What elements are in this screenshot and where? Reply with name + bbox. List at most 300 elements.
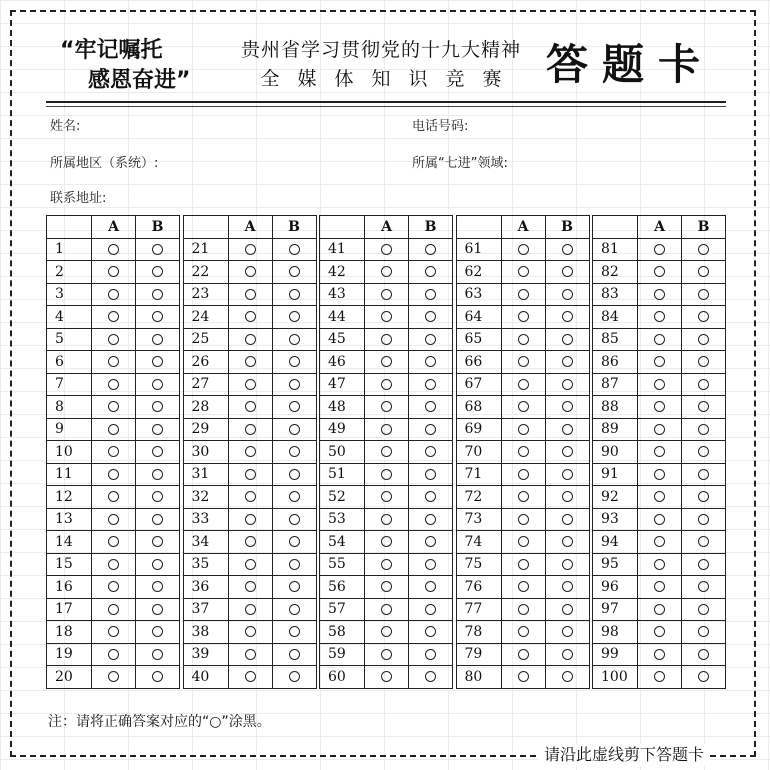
option-a-cell: [638, 666, 682, 689]
answer-bubble-b[interactable]: [562, 491, 573, 502]
answer-bubble-b[interactable]: [289, 334, 300, 345]
name-field-label[interactable]: 姓名:: [50, 119, 81, 134]
answer-bubble-b[interactable]: [562, 446, 573, 457]
option-a-cell: [638, 531, 682, 554]
answer-bubble-b[interactable]: [698, 289, 709, 300]
question-row: [47, 463, 180, 486]
answer-bubble-a[interactable]: [245, 424, 256, 435]
header-divider-thin: [46, 106, 726, 107]
option-b-cell: [409, 261, 453, 284]
answer-bubble-a[interactable]: [245, 334, 256, 345]
answer-bubble-a[interactable]: [108, 334, 119, 345]
answer-bubble-b[interactable]: [698, 491, 709, 502]
answer-bubble-a[interactable]: [381, 649, 392, 660]
answer-bubble-b[interactable]: [289, 469, 300, 480]
answer-bubble-b[interactable]: [152, 649, 163, 660]
question-row: [47, 283, 180, 306]
answer-bubble-b[interactable]: [152, 356, 163, 367]
question-row: [456, 418, 589, 441]
answer-bubble-a[interactable]: [245, 604, 256, 615]
question-number: 86: [593, 351, 638, 374]
answer-bubble-b[interactable]: [698, 671, 709, 682]
option-b-cell: [136, 621, 180, 644]
question-number: 81: [593, 238, 638, 261]
option-b-cell: [409, 283, 453, 306]
answer-bubble-b[interactable]: [152, 536, 163, 547]
option-a-cell: [365, 598, 409, 621]
slogan-line-1: “牢记嘱托: [60, 38, 163, 63]
answer-bubble-b[interactable]: [425, 626, 436, 637]
answer-bubble-a[interactable]: [518, 379, 529, 390]
answer-bubble-b[interactable]: [425, 469, 436, 480]
option-a-cell: [228, 418, 272, 441]
competition-title-line-1: 贵州省学习贯彻党的十九大精神: [240, 39, 521, 61]
answer-bubble-b[interactable]: [152, 401, 163, 412]
option-a-cell: [501, 621, 545, 644]
answer-bubble-b[interactable]: [289, 289, 300, 300]
answer-bubble-a[interactable]: [654, 649, 665, 660]
answer-bubble-b[interactable]: [289, 581, 300, 592]
answer-bubble-a[interactable]: [245, 311, 256, 322]
question-row: [320, 666, 453, 689]
option-a-cell: [501, 396, 545, 419]
answer-bubble-a[interactable]: [381, 536, 392, 547]
answer-bubble-b[interactable]: [152, 491, 163, 502]
answer-bubble-a[interactable]: [245, 671, 256, 682]
answer-grid: [46, 215, 725, 710]
question-number: 98: [593, 621, 638, 644]
answer-bubble-b[interactable]: [698, 649, 709, 660]
answer-bubble-a[interactable]: [381, 311, 392, 322]
answer-bubble-b[interactable]: [152, 514, 163, 525]
answer-bubble-a[interactable]: [518, 424, 529, 435]
answer-bubble-b[interactable]: [698, 536, 709, 547]
option-a-cell: [638, 576, 682, 599]
question-row: [320, 463, 453, 486]
answer-bubble-b[interactable]: [425, 649, 436, 660]
answer-bubble-a[interactable]: [108, 491, 119, 502]
answer-bubble-a[interactable]: [381, 244, 392, 255]
answer-bubble-a[interactable]: [108, 514, 119, 525]
answer-bubble-a[interactable]: [518, 469, 529, 480]
answer-bubble-a[interactable]: [381, 604, 392, 615]
answer-bubble-a[interactable]: [518, 446, 529, 457]
option-a-cell: [92, 238, 136, 261]
answer-bubble-b[interactable]: [152, 244, 163, 255]
answer-bubble-b[interactable]: [152, 581, 163, 592]
answer-bubble-a[interactable]: [245, 266, 256, 277]
answer-bubble-a[interactable]: [245, 401, 256, 412]
question-row: [593, 328, 726, 351]
option-a-cell: [638, 508, 682, 531]
option-b-cell: [136, 418, 180, 441]
question-number: 82: [593, 261, 638, 284]
question-number: 37: [183, 598, 228, 621]
option-a-cell: [92, 486, 136, 509]
answer-bubble-a[interactable]: [518, 559, 529, 570]
answer-bubble-b[interactable]: [425, 401, 436, 412]
option-b-cell: [545, 531, 589, 554]
answer-bubble-b[interactable]: [425, 334, 436, 345]
option-a-cell: [92, 351, 136, 374]
answer-bubble-b[interactable]: [152, 289, 163, 300]
answer-bubble-b[interactable]: [289, 379, 300, 390]
question-number: 76: [456, 576, 501, 599]
question-row: [47, 666, 180, 689]
answer-bubble-a[interactable]: [518, 289, 529, 300]
answer-bubble-b[interactable]: [562, 604, 573, 615]
region-field-label[interactable]: 所属地区（系统）:: [50, 156, 159, 171]
question-row: [456, 508, 589, 531]
question-number: 78: [456, 621, 501, 644]
answer-bubble-a[interactable]: [518, 514, 529, 525]
answer-bubble-b[interactable]: [562, 266, 573, 277]
answer-bubble-b[interactable]: [289, 311, 300, 322]
answer-bubble-b[interactable]: [425, 289, 436, 300]
answer-bubble-b[interactable]: [562, 626, 573, 637]
answer-bubble-a[interactable]: [108, 266, 119, 277]
competition-title-line-2: 全媒体知识竞赛: [260, 68, 520, 90]
option-a-cell: [501, 486, 545, 509]
question-row: [593, 508, 726, 531]
question-number: 65: [456, 328, 501, 351]
answer-bubble-a[interactable]: [381, 446, 392, 457]
answer-bubble-b[interactable]: [152, 469, 163, 480]
answer-bubble-a[interactable]: [245, 289, 256, 300]
answer-bubble-a[interactable]: [654, 671, 665, 682]
answer-bubble-b[interactable]: [289, 356, 300, 367]
answer-bubble-a[interactable]: [108, 581, 119, 592]
answer-bubble-b[interactable]: [562, 356, 573, 367]
answer-bubble-a[interactable]: [654, 356, 665, 367]
option-b-cell: [409, 531, 453, 554]
answer-bubble-b[interactable]: [152, 311, 163, 322]
option-b-cell: [545, 598, 589, 621]
answer-bubble-a[interactable]: [518, 266, 529, 277]
answer-bubble-a[interactable]: [654, 536, 665, 547]
answer-bubble-a[interactable]: [381, 671, 392, 682]
option-b-cell: [272, 666, 316, 689]
answer-bubble-b[interactable]: [152, 559, 163, 570]
option-b-cell: [545, 643, 589, 666]
answer-bubble-a[interactable]: [245, 446, 256, 457]
answer-bubble-b[interactable]: [698, 379, 709, 390]
answer-bubble-b[interactable]: [289, 491, 300, 502]
option-b-cell: [409, 418, 453, 441]
answer-bubble-a[interactable]: [381, 401, 392, 412]
answer-bubble-b[interactable]: [152, 446, 163, 457]
option-a-cell: [228, 531, 272, 554]
answer-bubble-a[interactable]: [381, 289, 392, 300]
answer-bubble-b[interactable]: [698, 514, 709, 525]
answer-bubble-b[interactable]: [562, 514, 573, 525]
answer-bubble-a[interactable]: [518, 626, 529, 637]
question-row: [456, 396, 589, 419]
option-a-cell: [638, 598, 682, 621]
option-a-cell: [501, 373, 545, 396]
answer-bubble-a[interactable]: [245, 536, 256, 547]
answer-bubble-b[interactable]: [562, 671, 573, 682]
question-row: [183, 621, 316, 644]
option-a-cell: [365, 351, 409, 374]
question-number: 24: [183, 306, 228, 329]
answer-bubble-b[interactable]: [425, 379, 436, 390]
answer-bubble-a[interactable]: [245, 244, 256, 255]
question-row: [183, 396, 316, 419]
answer-bubble-a[interactable]: [245, 356, 256, 367]
answer-bubble-b[interactable]: [562, 536, 573, 547]
answer-bubble-b[interactable]: [562, 289, 573, 300]
answer-bubble-a[interactable]: [108, 604, 119, 615]
answer-bubble-a[interactable]: [518, 491, 529, 502]
answer-bubble-a[interactable]: [108, 626, 119, 637]
option-a-cell: [365, 531, 409, 554]
answer-bubble-b[interactable]: [698, 626, 709, 637]
answer-bubble-b[interactable]: [562, 379, 573, 390]
answer-bubble-b[interactable]: [289, 266, 300, 277]
answer-bubble-a[interactable]: [245, 491, 256, 502]
question-number: 8: [47, 396, 92, 419]
question-row: [593, 283, 726, 306]
answer-bubble-a[interactable]: [108, 424, 119, 435]
answer-bubble-a[interactable]: [381, 514, 392, 525]
phone-field-label[interactable]: 电话号码:: [412, 119, 469, 134]
answer-bubble-b[interactable]: [562, 581, 573, 592]
answer-bubble-b[interactable]: [289, 514, 300, 525]
question-row: [183, 261, 316, 284]
option-a-cell: [638, 463, 682, 486]
answer-bubble-a[interactable]: [245, 379, 256, 390]
option-b-cell: [682, 553, 726, 576]
option-a-cell: [638, 238, 682, 261]
answer-bubble-a[interactable]: [518, 334, 529, 345]
answer-bubble-a[interactable]: [518, 536, 529, 547]
question-row: [320, 486, 453, 509]
answer-bubble-a[interactable]: [654, 244, 665, 255]
question-number: 90: [593, 441, 638, 464]
answer-bubble-b[interactable]: [289, 649, 300, 660]
answer-bubble-b[interactable]: [425, 356, 436, 367]
answer-bubble-a[interactable]: [654, 581, 665, 592]
answer-bubble-b[interactable]: [698, 244, 709, 255]
answer-bubble-a[interactable]: [654, 311, 665, 322]
answer-bubble-b[interactable]: [425, 536, 436, 547]
answer-bubble-b[interactable]: [698, 356, 709, 367]
answer-bubble-a[interactable]: [381, 266, 392, 277]
answer-bubble-b[interactable]: [562, 311, 573, 322]
question-row: [593, 261, 726, 284]
answer-bubble-b[interactable]: [562, 334, 573, 345]
answer-bubble-a[interactable]: [381, 424, 392, 435]
answer-bubble-b[interactable]: [698, 424, 709, 435]
answer-bubble-b[interactable]: [562, 424, 573, 435]
option-b-cell: [682, 261, 726, 284]
answer-bubble-a[interactable]: [381, 379, 392, 390]
answer-bubble-a[interactable]: [518, 649, 529, 660]
answer-bubble-b[interactable]: [152, 671, 163, 682]
answer-bubble-a[interactable]: [381, 581, 392, 592]
answer-bubble-a[interactable]: [654, 401, 665, 412]
answer-bubble-a[interactable]: [108, 671, 119, 682]
answer-bubble-b[interactable]: [425, 311, 436, 322]
answer-bubble-a[interactable]: [518, 581, 529, 592]
domain-field-label[interactable]: 所属“七进”领域:: [412, 156, 508, 171]
question-number: 67: [456, 373, 501, 396]
question-row: [47, 238, 180, 261]
answer-bubble-a[interactable]: [108, 311, 119, 322]
answer-block: [456, 215, 590, 689]
question-row: [320, 508, 453, 531]
answer-bubble-b[interactable]: [425, 266, 436, 277]
answer-bubble-b[interactable]: [289, 604, 300, 615]
answer-bubble-b[interactable]: [152, 424, 163, 435]
question-row: [47, 396, 180, 419]
answer-bubble-b[interactable]: [562, 401, 573, 412]
answer-bubble-a[interactable]: [245, 469, 256, 480]
answer-bubble-b[interactable]: [698, 311, 709, 322]
answer-bubble-a[interactable]: [108, 244, 119, 255]
answer-bubble-b[interactable]: [289, 424, 300, 435]
answer-bubble-a[interactable]: [518, 311, 529, 322]
answer-bubble-a[interactable]: [108, 469, 119, 480]
address-field-label[interactable]: 联系地址:: [50, 191, 107, 206]
option-a-cell: [365, 261, 409, 284]
answer-bubble-a[interactable]: [245, 626, 256, 637]
answer-bubble-b[interactable]: [289, 244, 300, 255]
answer-bubble-b[interactable]: [425, 514, 436, 525]
answer-bubble-b[interactable]: [289, 671, 300, 682]
question-number: 33: [183, 508, 228, 531]
answer-bubble-a[interactable]: [108, 356, 119, 367]
answer-bubble-b[interactable]: [425, 604, 436, 615]
option-a-cell: [638, 643, 682, 666]
answer-bubble-b[interactable]: [289, 401, 300, 412]
option-b-cell: [682, 238, 726, 261]
answer-bubble-b[interactable]: [152, 266, 163, 277]
answer-bubble-a[interactable]: [654, 559, 665, 570]
answer-bubble-b[interactable]: [425, 244, 436, 255]
answer-bubble-a[interactable]: [245, 581, 256, 592]
answer-bubble-a[interactable]: [518, 671, 529, 682]
answer-bubble-b[interactable]: [425, 581, 436, 592]
question-number: 95: [593, 553, 638, 576]
answer-bubble-a[interactable]: [108, 536, 119, 547]
answer-bubble-a[interactable]: [518, 244, 529, 255]
answer-bubble-a[interactable]: [381, 334, 392, 345]
answer-bubble-a[interactable]: [654, 334, 665, 345]
answer-bubble-b[interactable]: [698, 559, 709, 570]
answer-bubble-a[interactable]: [518, 356, 529, 367]
answer-bubble-b[interactable]: [289, 536, 300, 547]
option-b-cell: [136, 576, 180, 599]
answer-bubble-a[interactable]: [245, 559, 256, 570]
option-b-cell: [272, 531, 316, 554]
answer-bubble-b[interactable]: [698, 604, 709, 615]
answer-bubble-a[interactable]: [108, 446, 119, 457]
answer-bubble-b[interactable]: [562, 469, 573, 480]
answer-bubble-a[interactable]: [108, 289, 119, 300]
option-b-cell: [272, 553, 316, 576]
option-b-cell: [409, 373, 453, 396]
answer-bubble-b[interactable]: [425, 424, 436, 435]
option-a-cell: [92, 666, 136, 689]
answer-bubble-a[interactable]: [381, 469, 392, 480]
answer-bubble-b[interactable]: [152, 379, 163, 390]
answer-bubble-b[interactable]: [698, 581, 709, 592]
answer-bubble-a[interactable]: [654, 446, 665, 457]
answer-bubble-b[interactable]: [698, 446, 709, 457]
answer-bubble-b[interactable]: [425, 446, 436, 457]
answer-bubble-a[interactable]: [108, 649, 119, 660]
option-a-cell: [228, 576, 272, 599]
answer-bubble-a[interactable]: [108, 379, 119, 390]
option-a-cell: [501, 441, 545, 464]
answer-bubble-a[interactable]: [654, 379, 665, 390]
answer-bubble-a[interactable]: [381, 491, 392, 502]
answer-bubble-a[interactable]: [245, 514, 256, 525]
question-number: 51: [320, 463, 365, 486]
answer-bubble-a[interactable]: [381, 356, 392, 367]
option-a-cell: [92, 508, 136, 531]
answer-bubble-b[interactable]: [698, 401, 709, 412]
question-number: 41: [320, 238, 365, 261]
answer-bubble-a[interactable]: [518, 604, 529, 615]
question-row: [593, 598, 726, 621]
answer-bubble-a[interactable]: [245, 649, 256, 660]
option-b-cell: [136, 666, 180, 689]
answer-bubble-b[interactable]: [152, 334, 163, 345]
option-a-cell: [228, 283, 272, 306]
question-number: 25: [183, 328, 228, 351]
answer-bubble-a[interactable]: [654, 514, 665, 525]
answer-bubble-a[interactable]: [108, 559, 119, 570]
answer-bubble-a[interactable]: [654, 266, 665, 277]
answer-bubble-a[interactable]: [654, 626, 665, 637]
answer-bubble-b[interactable]: [289, 559, 300, 570]
option-b-cell: [545, 441, 589, 464]
answer-bubble-a[interactable]: [381, 626, 392, 637]
answer-bubble-b[interactable]: [425, 491, 436, 502]
answer-bubble-b[interactable]: [698, 469, 709, 480]
option-a-cell: [638, 553, 682, 576]
answer-bubble-b[interactable]: [562, 649, 573, 660]
answer-bubble-a[interactable]: [108, 401, 119, 412]
answer-bubble-a[interactable]: [654, 424, 665, 435]
answer-bubble-a[interactable]: [654, 604, 665, 615]
answer-bubble-b[interactable]: [698, 334, 709, 345]
answer-bubble-b[interactable]: [425, 671, 436, 682]
question-row: [320, 418, 453, 441]
answer-bubble-b[interactable]: [289, 626, 300, 637]
answer-bubble-b[interactable]: [152, 626, 163, 637]
option-a-cell: [501, 576, 545, 599]
question-number: 17: [47, 598, 92, 621]
answer-bubble-b[interactable]: [562, 559, 573, 570]
answer-bubble-b[interactable]: [698, 266, 709, 277]
answer-bubble-a[interactable]: [654, 289, 665, 300]
answer-bubble-a[interactable]: [654, 469, 665, 480]
question-row: [183, 373, 316, 396]
option-a-cell: [365, 441, 409, 464]
answer-bubble-b[interactable]: [562, 244, 573, 255]
answer-bubble-b[interactable]: [289, 446, 300, 457]
answer-bubble-b[interactable]: [425, 559, 436, 570]
question-row: [47, 531, 180, 554]
answer-bubble-a[interactable]: [518, 401, 529, 412]
answer-bubble-a[interactable]: [381, 559, 392, 570]
answer-bubble-a[interactable]: [654, 491, 665, 502]
answer-bubble-b[interactable]: [152, 604, 163, 615]
